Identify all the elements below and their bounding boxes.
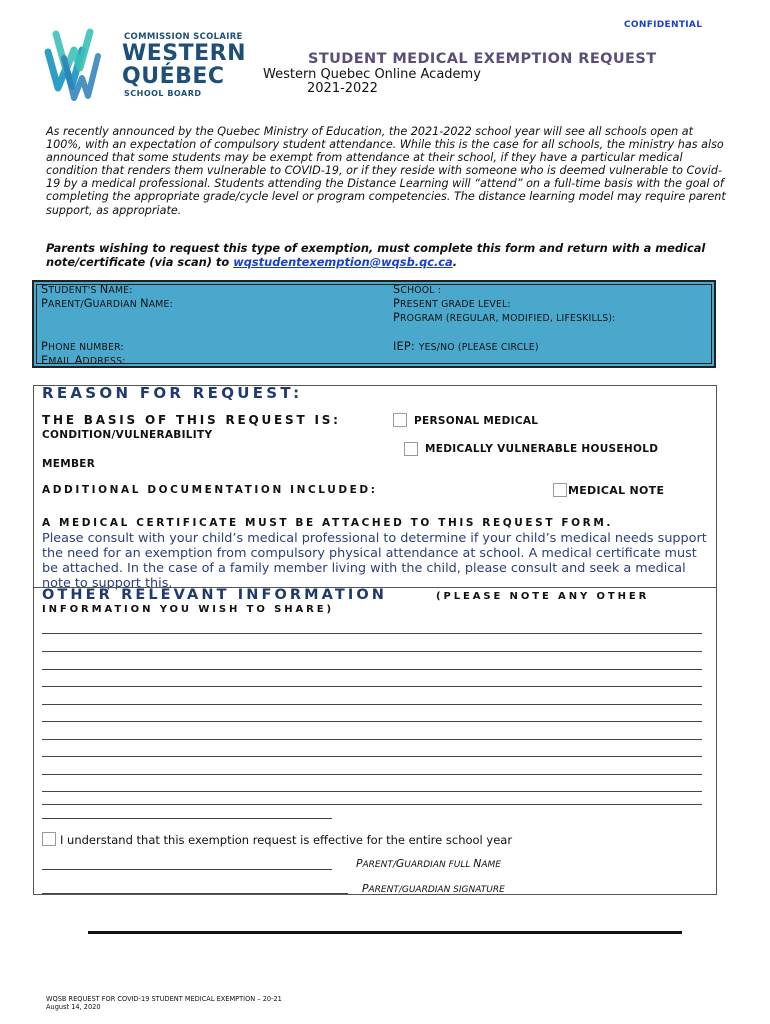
reason-heading: REASON FOR REQUEST: xyxy=(42,384,303,402)
pg-name-cap2: G xyxy=(395,857,405,870)
pg-name-cap3: N xyxy=(473,857,482,870)
personal-medical-checkbox[interactable] xyxy=(393,413,407,427)
email-rest: MAIL xyxy=(48,356,75,367)
writing-line[interactable] xyxy=(42,686,702,687)
additional-documentation-label: ADDITIONAL DOCUMENTATION INCLUDED: xyxy=(42,484,378,496)
pg-name-rest: ARENT/ xyxy=(362,860,396,870)
vulnerable-household-label-cont: MEMBER xyxy=(42,458,96,470)
program-cap: P xyxy=(393,311,401,324)
parent-name-rest2: UARDIAN xyxy=(92,299,141,310)
email-field[interactable] xyxy=(41,354,126,367)
understand-label: I understand that this exemption request is effective for the entire school year xyxy=(60,833,513,847)
writing-line[interactable] xyxy=(42,804,702,805)
parent-name-cap: P xyxy=(41,297,49,310)
student-info-inner-border xyxy=(36,284,712,364)
program-rest: ROGRAM (REGULAR, MODIFIED, LIFESKILLS): xyxy=(400,313,616,324)
logo-line-commission: COMMISSION SCOLAIRE xyxy=(124,32,243,42)
pg-name-rest3: AME xyxy=(481,860,501,870)
school-field[interactable] xyxy=(393,283,441,296)
student-name-label-cap2: N xyxy=(99,283,109,296)
student-name-label-cap: S xyxy=(41,283,49,296)
vulnerable-household-checkbox[interactable] xyxy=(404,442,418,456)
phone-rest: HONE NUMBER: xyxy=(48,342,124,353)
page-rule xyxy=(88,931,682,934)
medical-note-checkbox[interactable] xyxy=(553,483,567,497)
parent-name-rest3: AME: xyxy=(148,299,173,310)
parent-name-cap3: N xyxy=(140,297,149,310)
logo-line-western: WESTERN xyxy=(122,41,247,66)
grade-level-field[interactable] xyxy=(393,297,511,310)
pg-name-cap: P xyxy=(356,857,363,870)
student-name-label: TUDENT'S xyxy=(48,285,100,296)
parent-name-cap2: G xyxy=(83,297,93,310)
phone-field[interactable] xyxy=(41,340,124,353)
personal-medical-label: PERSONAL MEDICAL xyxy=(414,415,539,427)
writing-line[interactable] xyxy=(42,651,702,652)
parent-name-rest: ARENT/ xyxy=(48,299,84,310)
writing-line[interactable] xyxy=(42,721,702,722)
footer-title: WQSB REQUEST FOR COVID-19 STUDENT MEDICAL EXEMPTION – 20-21 xyxy=(46,995,282,1003)
grade-rest: RESENT GRADE LEVEL: xyxy=(400,299,511,310)
student-name-label-rest: AME: xyxy=(108,285,133,296)
medical-note-label: MEDICAL NOTE xyxy=(568,484,665,497)
parents-instruction-end: . xyxy=(452,255,458,269)
logo-line-school-board: SCHOOL BOARD xyxy=(124,89,202,98)
guardian-signature-line[interactable] xyxy=(42,893,348,894)
confidential-label: CONFIDENTIAL xyxy=(624,20,703,30)
personal-medical-label-cont: CONDITION/VULNERABILITY xyxy=(42,429,213,441)
email-cap2: A xyxy=(74,354,83,367)
understand-checkbox[interactable] xyxy=(42,832,56,846)
other-info-note-cont: INFORMATION YOU WISH TO SHARE) xyxy=(42,604,334,615)
consult-paragraph: Please consult with your child’s medical professional to determine if your child’s medical needs support the need for an exemption from compulsory physical attendance at school. A medical certificate must be attached. In the case of a family member living with the child, please consult and seek a medical note to support this. xyxy=(42,531,707,591)
school-cap: S xyxy=(393,283,401,296)
other-info-heading: OTHER RELEVANT INFORMATION xyxy=(42,587,388,603)
program-field[interactable] xyxy=(393,311,615,324)
writing-line[interactable] xyxy=(42,756,702,757)
vulnerable-household-label: MEDICALLY VULNERABLE HOUSEHOLD xyxy=(425,443,659,455)
other-info-note: (PLEASE NOTE ANY OTHER xyxy=(436,591,650,602)
writing-line[interactable] xyxy=(42,739,702,740)
logo-line-quebec: QUÉBEC xyxy=(122,64,225,89)
footer-date: August 14, 2020 xyxy=(46,1003,101,1011)
guardian-name-line[interactable] xyxy=(42,869,332,870)
school-year: 2021-2022 xyxy=(307,81,378,96)
grade-cap: P xyxy=(393,297,401,310)
parents-instruction-text: Parents wishing to request this type of exemption, must complete this form and return with a medical note/certificate (via scan) to xyxy=(46,241,706,269)
pg-name-rest2: UARDIAN FULL xyxy=(404,860,474,870)
phone-cap: P xyxy=(41,340,49,353)
parent-name-field[interactable] xyxy=(41,297,173,310)
school-name: Western Quebec Online Academy xyxy=(263,67,481,82)
writing-line[interactable] xyxy=(42,774,702,775)
student-name-field[interactable] xyxy=(41,283,133,296)
writing-line[interactable] xyxy=(42,791,702,792)
writing-line[interactable] xyxy=(42,633,702,634)
basis-label: THE BASIS OF THIS REQUEST IS: xyxy=(42,413,341,427)
iep-cap: IEP: xyxy=(393,340,419,353)
guardian-signature-label xyxy=(362,882,505,895)
writing-line[interactable] xyxy=(42,669,702,670)
certificate-notice: A MEDICAL CERTIFICATE MUST BE ATTACHED TO THIS REQUEST FORM. xyxy=(42,517,613,529)
school-rest: CHOOL : xyxy=(400,285,442,296)
pg-sig-rest: ARENT/GUARDIAN SIGNATURE xyxy=(368,885,505,895)
email-cap: E xyxy=(41,354,49,367)
form-title: STUDENT MEDICAL EXEMPTION REQUEST xyxy=(308,51,657,67)
parents-instruction xyxy=(46,241,736,269)
writing-line[interactable] xyxy=(42,818,332,819)
writing-line[interactable] xyxy=(42,704,702,705)
email-rest2: DDRESS: xyxy=(82,356,126,367)
pg-sig-cap: P xyxy=(362,882,369,895)
iep-rest: YES/NO (PLEASE CIRCLE) xyxy=(418,342,539,353)
iep-field[interactable] xyxy=(393,340,539,353)
intro-paragraph: As recently announced by the Quebec Ministry of Education, the 2021-2022 school year will see all schools open at 100%, with an expectation of compulsory student attendance. While this is the case for all schools, the ministry has also announced that some students may be exempt from attendance at their school, if they have a particular medical condition that renders them vulnerable to COVID-19, or if they reside with someone who is deemed vulnerable to Covid-19 by a medical professional. Students attending the Distance Learning will “attend” on a full-time basis with the goal of completing the appropriate grade/cycle level or program competencies. The distance learning model may require parent support, as appropriate. xyxy=(46,125,726,217)
exemption-email-link[interactable]: wqstudentexemption@wqsb.qc.ca xyxy=(233,255,453,269)
guardian-name-label xyxy=(356,857,501,870)
